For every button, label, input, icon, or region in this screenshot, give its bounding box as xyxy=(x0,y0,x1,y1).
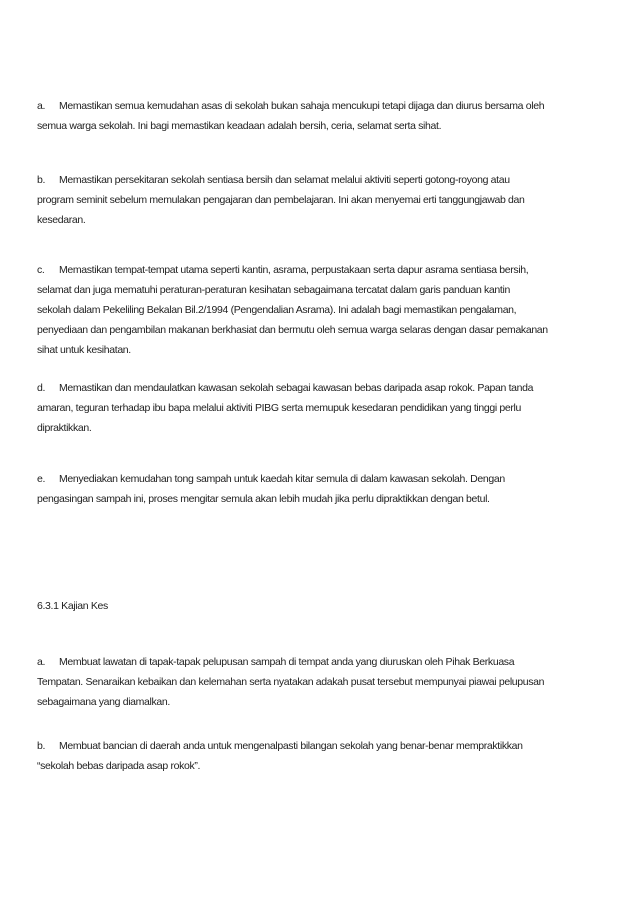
paragraph-a xyxy=(37,96,607,136)
section-heading xyxy=(37,596,607,616)
item-label: a. xyxy=(37,100,46,112)
paragraph-line: pengasingan sampah ini, proses mengitar semula akan lebih mudah jika perlu dipraktikkan dengan betul. xyxy=(37,493,490,505)
item-label: b. xyxy=(37,740,46,752)
paragraph-line: sekolah dalam Pekeliling Bekalan Bil.2/1994 (Pengendalian Asrama). Ini adalah bagi memastikan pengalaman, xyxy=(37,304,517,316)
item-label: d. xyxy=(37,382,46,394)
paragraph-line: kesedaran. xyxy=(37,214,86,226)
item-label: a. xyxy=(37,656,46,668)
paragraph-line: “sekolah bebas daripada asap rokok”. xyxy=(37,760,201,772)
paragraph-line: semua warga sekolah. Ini bagi memastikan keadaan adalah bersih, ceria, selamat serta sihat. xyxy=(37,120,442,132)
item-label: b. xyxy=(37,174,46,186)
paragraph-line: a. Membuat lawatan di tapak-tapak pelupusan sampah di tempat anda yang diuruskan oleh Pihak Berkuasa xyxy=(37,652,607,672)
section-heading-text: 6.3.1 Kajian Kes xyxy=(37,600,108,612)
paragraph-line: amaran, teguran terhadap ibu bapa melalui aktiviti PIBG serta memupuk kesedaran pendidikan yang tinggi perlu xyxy=(37,402,522,414)
paragraph-line: penyediaan dan pengambilan makanan berkhasiat dan bermutu oleh semua warga selaras dengan dasar pemakanan xyxy=(37,324,548,336)
paragraph-line: Tempatan. Senaraikan kebaikan dan kelemahan serta nyatakan adakah pusat tersebut mempunyai piawai pelupusan xyxy=(37,676,545,688)
paragraph-d xyxy=(37,378,607,438)
paragraph-line: d. Memastikan dan mendaulatkan kawasan sekolah sebagai kawasan bebas daripada asap rokok. Papan tanda xyxy=(37,378,607,398)
paragraph-e xyxy=(37,469,607,509)
case-paragraph-b xyxy=(37,736,607,776)
paragraph-c xyxy=(37,260,607,360)
paragraph-line: selamat dan juga mematuhi peraturan-peraturan kesihatan sebagaimana tercatat dalam garis panduan kantin xyxy=(37,284,510,296)
paragraph-line: sihat untuk kesihatan. xyxy=(37,344,131,356)
paragraph-line: b. Memastikan persekitaran sekolah sentiasa bersih dan selamat melalui aktiviti seperti gotong-royong atau xyxy=(37,170,607,190)
paragraph-line: e. Menyediakan kemudahan tong sampah untuk kaedah kitar semula di dalam kawasan sekolah. Dengan xyxy=(37,469,607,489)
paragraph-line: dipraktikkan. xyxy=(37,422,92,434)
paragraph-line: b. Membuat bancian di daerah anda untuk mengenalpasti bilangan sekolah yang benar-benar mempraktikkan xyxy=(37,736,607,756)
item-label: c. xyxy=(37,264,45,276)
item-label: e. xyxy=(37,473,46,485)
paragraph-line: c. Memastikan tempat-tempat utama seperti kantin, asrama, perpustakaan serta dapur asrama sentiasa bersih, xyxy=(37,260,607,280)
paragraph-b xyxy=(37,170,607,230)
paragraph-line: program seminit sebelum memulakan pengajaran dan pembelajaran. Ini akan menyemai erti tanggungjawab dan xyxy=(37,194,525,206)
paragraph-line: a. Memastikan semua kemudahan asas di sekolah bukan sahaja mencukupi tetapi dijaga dan diurus bersama oleh xyxy=(37,96,607,116)
paragraph-line: sebagaimana yang diamalkan. xyxy=(37,696,170,708)
case-paragraph-a xyxy=(37,652,607,712)
